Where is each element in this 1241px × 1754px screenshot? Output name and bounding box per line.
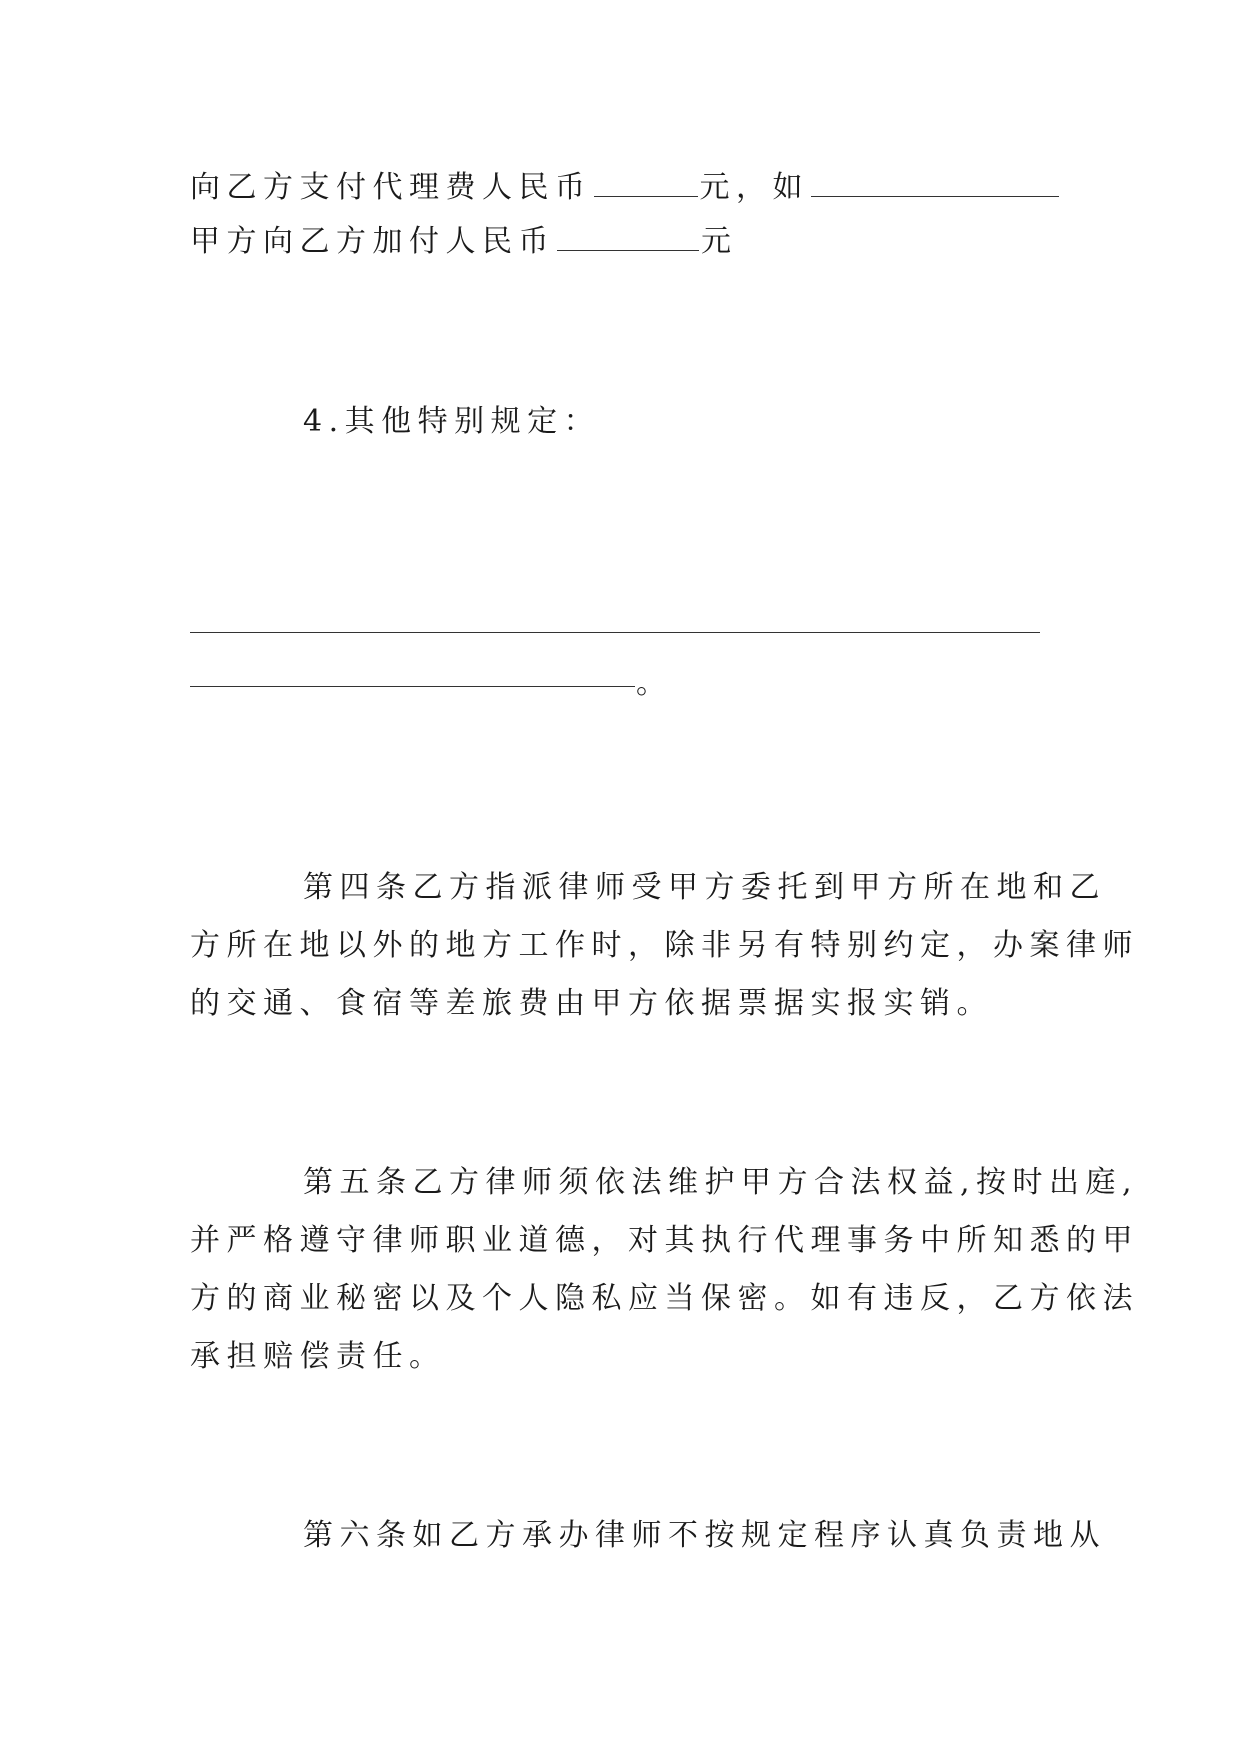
fee-line-1: [190, 168, 1061, 208]
special-provisions-end-mark: 。: [636, 666, 666, 701]
article-4-line-3: 的交通、食宿等差旅费由甲方依据票据实报实销。: [190, 986, 993, 1021]
article-5-line-4: 承担赔偿责任。: [190, 1339, 446, 1374]
article-5-line-1: 第五条乙方律师须依法维护甲方合法权益,按时出庭,: [303, 1165, 1139, 1200]
article-5-line-2: 并严格遵守律师职业道德，对其执行代理事务中所知悉的甲: [190, 1223, 1139, 1258]
fee-line-1-text-a: 向乙方支付代理费人民币: [190, 170, 592, 205]
article-5-line-3: 方的商业秘密以及个人隐私应当保密。如有违反，乙方依法: [190, 1281, 1139, 1316]
fee-amount-blank[interactable]: [594, 168, 698, 197]
special-provisions-heading: 4.其他特别规定：: [303, 404, 601, 439]
fee-line-1-text-b: 元，如: [699, 170, 809, 205]
fee-line-2-text-a: 甲方向乙方加付人民币: [190, 224, 555, 259]
special-provisions-blank-line-1[interactable]: [190, 632, 1040, 633]
fee-condition-blank[interactable]: [811, 168, 1059, 197]
special-provisions-blank-line-2[interactable]: [190, 686, 635, 687]
article-4-line-1: 第四条乙方指派律师受甲方委托到甲方所在地和乙: [303, 870, 1106, 905]
fee-line-2: [190, 222, 738, 262]
article-4-line-2: 方所在地以外的地方工作时，除非另有特别约定，办案律师: [190, 928, 1139, 963]
fee-line-2-text-b: 元: [701, 224, 738, 259]
article-6-line-1: 第六条如乙方承办律师不按规定程序认真负责地从: [303, 1518, 1106, 1553]
extra-fee-blank[interactable]: [557, 222, 699, 251]
